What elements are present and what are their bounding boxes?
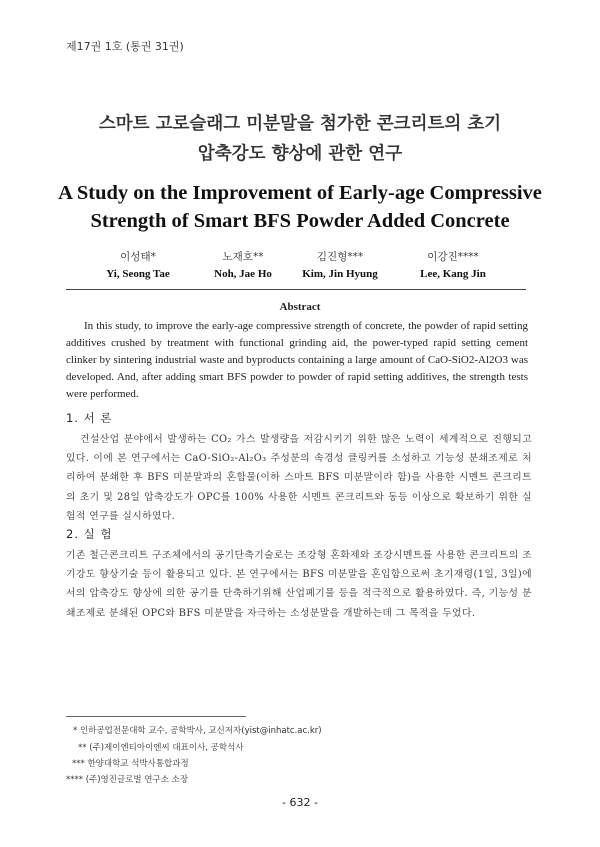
abstract-divider [66, 289, 526, 290]
footnote-divider [66, 716, 246, 717]
section-heading-experiment: 2. 실 험 [66, 527, 113, 541]
footnote-1: * 인하공업전문대학 교수, 공학박사, 교신저자(yist@inhatc.ac.kr) [73, 726, 322, 736]
section-experiment-text: 기존 철근콘크리트 구조체에서의 공기단축기술로는 조강형 혼화제와 조강시멘트를 사용한 콘크리트의 조기강도 향상기술 등이 활용되고 있다. 본 연구에서는 BFS 미분말을 혼입함으로써 초기재령(1일, 3일)에서의 압축강도 향상에 의한 공기를 단축하기위해 산업폐기물 등을 적극적으로 활용하였다. 즉, 기능성 분쇄조제로 분쇄된 OPC와 BFS 미분말을 자극하는 소성분말을 개발하는데 그 목적을 두었다. [66, 550, 532, 619]
journal-volume: 제17권 1호 (통권 31권) [66, 40, 184, 53]
title-korean-line1: 스마트 고로슬래그 미분말을 첨가한 콘크리트의 초기 [98, 114, 502, 134]
footnote-2: ** (주)제이엔티아이엔씨 대표이사, 공학석사 [78, 743, 244, 753]
author-3 [275, 249, 405, 280]
author-name-ko: 이강진**** [427, 251, 479, 263]
author-name-ko: 이성태* [120, 251, 156, 263]
footnote-3: *** 한양대학교 석박사통합과정 [72, 759, 189, 769]
author-name-en: Kim, Jin Hyung [302, 268, 378, 280]
abstract-heading: Abstract [279, 301, 321, 313]
page-number: - 632 - [282, 796, 318, 809]
title-korean-line2: 압축강도 향상에 관한 연구 [197, 144, 403, 164]
abstract-text: In this study, to improve the early-age compressive strength of concrete, the powder of rapid setting additives crushed by treatment with functional grinding aid, the power-typed rapid setting cement clinker by sintering industrial waste and byproducts containing a large amount of CaO-SiO2-Al2O3 was developed. And, after adding smart BFS powder to powder of rapid setting additives, the strength tests were performed. [66, 320, 528, 400]
author-name-en: Noh, Jae Ho [214, 268, 272, 280]
author-name-ko: 노재호** [222, 251, 264, 263]
author-4 [388, 249, 518, 280]
section-introduction-text: 건설산업 분야에서 발생하는 CO₂ 가스 발생량을 저감시키기 위한 많은 노력이 세계적으로 진행되고 있다. 이에 본 연구에서는 CaO-SiO₂-Al₂O₃ 주성분의 속경성 클링커를 소성하고 기능성 분쇄조제로 처리하여 분쇄한 후 BFS 미분말과의 혼합물(이하 스마트 BFS 미분말이라 함)을 사용한 시멘트 콘크리트의 초기 및 28일 압축강도가 OPC를 100% 사용한 시멘트 콘크리트와 동등 이상으로 확보하기 위한 실험적 연구를 실시하였다. [66, 434, 532, 522]
footnote-4: **** (주)영진글로벌 연구소 소장 [66, 775, 189, 785]
title-english-line2: Strength of Smart BFS Powder Added Concrete [90, 210, 510, 232]
author-name-en: Yi, Seong Tae [106, 268, 170, 280]
author-name-en: Lee, Kang Jin [420, 268, 486, 280]
title-english-line1: A Study on the Improvement of Early-age Compressive [58, 182, 542, 204]
author-name-ko: 김진형*** [316, 251, 364, 263]
section-heading-introduction: 1. 서 론 [66, 411, 113, 425]
